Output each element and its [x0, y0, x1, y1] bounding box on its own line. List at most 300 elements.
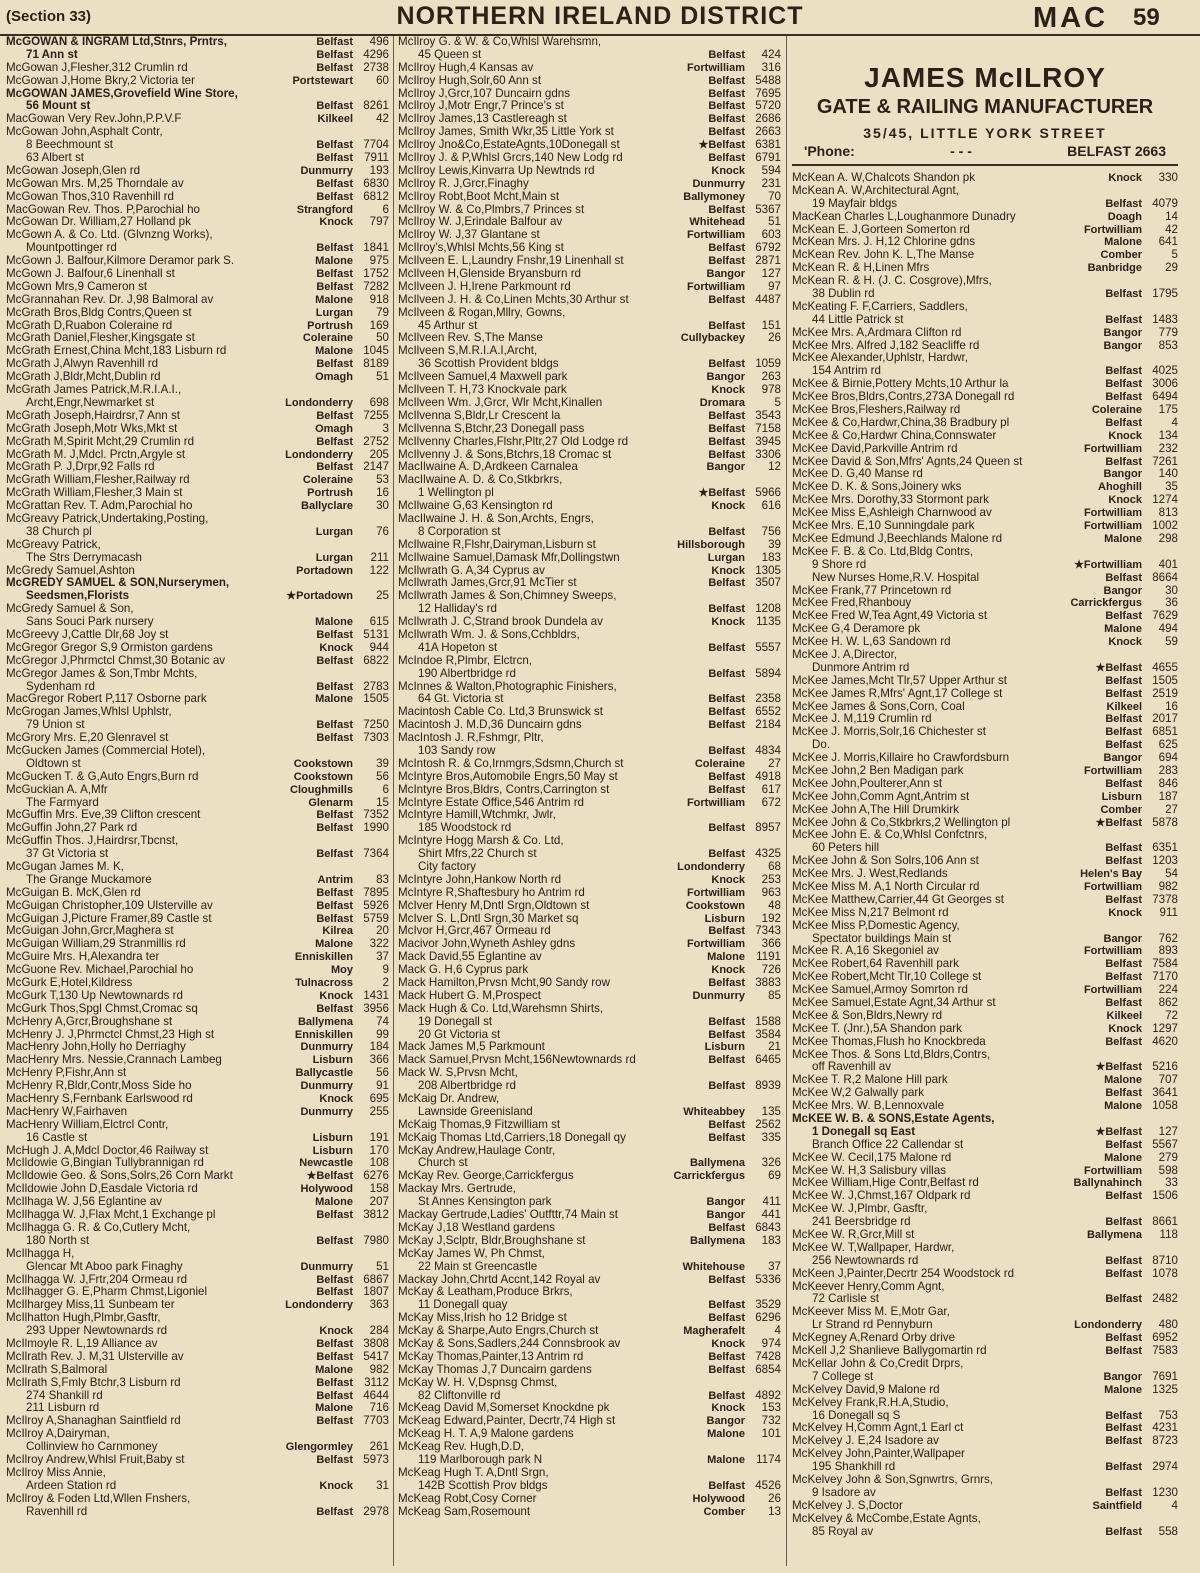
- entry-name: 64 Gt. Victoria st: [418, 693, 504, 706]
- directory-entry: [398, 565, 781, 578]
- entry-phone-number: 1174: [756, 1452, 781, 1466]
- entry-phone-number: 135: [761, 1104, 781, 1118]
- directory-entry: [6, 165, 389, 178]
- entry-phone-number: 69: [768, 1169, 781, 1183]
- entry-name: 103 Sandy row: [418, 744, 496, 757]
- directory-entry: [6, 500, 389, 513]
- directory-entry: [6, 977, 389, 990]
- entry-name: McIlmoyle R. L,19 Alliance av: [6, 1337, 158, 1350]
- directory-entry: [6, 1312, 389, 1325]
- entry-exchange: Malone: [315, 293, 353, 306]
- entry-name: McKee John E. & Co,Whlsl Confctnrs,: [792, 829, 988, 842]
- entry-exchange: Dunmurry: [300, 1041, 353, 1054]
- directory-entry: [6, 1209, 389, 1222]
- entry-exchange: Belfast: [708, 822, 745, 835]
- entry-exchange: Belfast: [316, 899, 353, 912]
- entry-name: McIlhagga G. R. & Co,Cutlery Mcht,: [6, 1221, 191, 1234]
- entry-phone-number: 97: [768, 279, 781, 293]
- entry-phone-number: 9: [382, 963, 389, 977]
- entry-phone-number: 7695: [755, 86, 781, 100]
- entry-phone-number: 283: [1158, 763, 1178, 777]
- entry-name: McKee John & Co,Stkbrkrs,2 Wellington pl: [792, 816, 1011, 829]
- entry-phone-number: 1230: [1152, 1485, 1178, 1499]
- entry-phone-number: 27: [768, 756, 781, 770]
- entry-name: McKeag Hugh T. A,Dntl Srgn,: [398, 1466, 549, 1479]
- advert-phone-number: BELFAST 2663: [1067, 143, 1166, 159]
- directory-entry: [398, 1222, 781, 1235]
- entry-exchange: Fortwilliam: [1083, 520, 1142, 533]
- entry-name: 7 College st: [812, 1370, 874, 1383]
- entry-name: McGredy Samuel & Son,: [6, 603, 134, 616]
- entry-name: McGurk T,130 Up Newtownards rd: [6, 989, 183, 1002]
- directory-entry: [6, 913, 389, 926]
- entry-exchange: Belfast: [1105, 1267, 1142, 1280]
- directory-entry: [398, 1054, 781, 1067]
- directory-entry: [6, 1119, 389, 1132]
- entry-name: McHenry A,Grcr,Broughshane st: [6, 1015, 173, 1028]
- directory-entry: [792, 288, 1178, 301]
- entry-name: 16 Castle st: [26, 1131, 88, 1144]
- entry-exchange: Malone: [1104, 1151, 1142, 1164]
- entry-phone-number: 42: [376, 112, 389, 126]
- directory-entry: [398, 474, 781, 487]
- entry-name: 12 Halliday's rd: [418, 603, 497, 616]
- entry-exchange: Knock: [711, 873, 745, 886]
- entry-exchange: Omagh: [315, 371, 353, 384]
- directory-entry: [398, 1274, 781, 1287]
- entry-exchange: Ballyclare: [301, 500, 353, 513]
- entry-name: MacKean Charles L,Loughanmore Dunadry: [792, 210, 1016, 223]
- entry-exchange: Belfast: [708, 113, 745, 126]
- directory-entry: [398, 255, 781, 268]
- directory-entry: [6, 938, 389, 951]
- directory-entry: [398, 539, 781, 552]
- entry-phone-number: 101: [761, 1427, 781, 1441]
- entry-name: McGrath Daniel,Flesher,Kingsgate st: [6, 332, 195, 345]
- entry-name: McKay Rev. George,Carrickfergus: [398, 1170, 574, 1183]
- entry-phone-number: 1990: [363, 821, 389, 835]
- directory-entry: [398, 487, 781, 500]
- entry-exchange: Fortwilliam: [686, 61, 745, 74]
- entry-exchange: Belfast: [1105, 1332, 1142, 1345]
- entry-phone-number: 1807: [363, 1285, 389, 1299]
- entry-exchange: Belfast: [1105, 1035, 1142, 1048]
- entry-name: Shirt Mfrs,22 Church st: [418, 848, 537, 861]
- directory-entry: [792, 559, 1178, 572]
- entry-phone-number: 16: [1165, 699, 1178, 713]
- entry-exchange: Belfast: [1105, 1190, 1142, 1203]
- directory-entry: [398, 307, 781, 320]
- directory-entry: [398, 655, 781, 668]
- entry-phone-number: 50: [376, 331, 389, 345]
- entry-phone-number: 7583: [1152, 1344, 1178, 1358]
- entry-name: McIntosh R. & Co,Irnmgrs,Sdsmn,Church st: [398, 757, 624, 770]
- entry-exchange: Belfast: [1105, 1435, 1142, 1448]
- entry-name: McKee W. Cecil,175 Malone rd: [792, 1151, 952, 1164]
- entry-phone-number: 2: [382, 976, 389, 990]
- entry-exchange: Ballymena: [1086, 1229, 1142, 1242]
- directory-entry: [792, 920, 1178, 933]
- entry-name: McKeen J,Painter,Decrtr 254 Woodstock rd: [792, 1267, 1015, 1280]
- entry-name: McKEE W. B. & SONS,Estate Agents,: [792, 1113, 995, 1126]
- directory-entry: [398, 1480, 781, 1493]
- entry-exchange: Malone: [315, 345, 353, 358]
- entry-name: McGrath William,Flesher,3 Main st: [6, 487, 183, 500]
- directory-entry: [792, 1513, 1178, 1526]
- entry-exchange: Belfast: [316, 732, 353, 745]
- entry-name: McGurk E,Hotel,Kildress: [6, 977, 133, 990]
- entry-name: McIlveen J. H,Irene Parkmount rd: [398, 280, 571, 293]
- entry-name: McIlwrath James,Grcr,91 McTier st: [398, 577, 577, 590]
- entry-exchange: Fortwilliam: [1083, 880, 1142, 893]
- entry-name: McKee David,Parkville Antrim rd: [792, 442, 958, 455]
- entry-phone-number: 2738: [363, 60, 389, 74]
- directory-entry: [792, 1371, 1178, 1384]
- entry-exchange: Newcastle: [299, 1157, 353, 1170]
- entry-exchange: Belfast: [316, 1002, 353, 1015]
- entry-name: McIlroy W. & Co,Plmbrs,7 Princes st: [398, 203, 585, 216]
- directory-entry: [398, 268, 781, 281]
- entry-exchange: Belfast: [708, 770, 745, 783]
- directory-entry: [6, 88, 389, 101]
- entry-phone-number: 6552: [755, 705, 781, 719]
- entry-exchange: Belfast: [708, 1389, 745, 1402]
- directory-entry: [398, 706, 781, 719]
- entry-exchange: Ballynahinch: [1073, 1177, 1142, 1190]
- entry-name: MacGowan Very Rev.John,P.P.V.F: [6, 113, 182, 126]
- entry-phone-number: 1505: [363, 692, 389, 706]
- entry-phone-number: 14: [1165, 209, 1178, 223]
- entry-exchange: Belfast: [1105, 726, 1142, 739]
- entry-phone-number: 7303: [363, 731, 389, 745]
- entry-exchange: Belfast: [708, 1015, 745, 1028]
- entry-exchange: Belfast: [708, 100, 745, 113]
- directory-entry: [792, 249, 1178, 262]
- entry-phone-number: 127: [1158, 1124, 1178, 1138]
- entry-phone-number: 918: [369, 292, 389, 306]
- entry-phone-number: 779: [1158, 325, 1178, 339]
- entry-exchange: Whitehead: [689, 216, 745, 229]
- entry-name: McKay W. H. V,Dspnsg Chmst,: [398, 1376, 558, 1389]
- entry-name: McIlrath S,Balmoral: [6, 1363, 108, 1376]
- entry-name: McGuone Rev. Michael,Parochial ho: [6, 964, 194, 977]
- directory-entry: [398, 629, 781, 642]
- entry-exchange: Belfast: [316, 268, 353, 281]
- entry-exchange: Belfast: [708, 1479, 745, 1492]
- entry-exchange: Portstewart: [292, 74, 353, 87]
- entry-phone-number: 8664: [1152, 570, 1178, 584]
- directory-column-1: [6, 36, 389, 1566]
- entry-name: McKaig Thomas Ltd,Carriers,18 Donegall qy: [398, 1131, 626, 1144]
- directory-entry: [792, 984, 1178, 997]
- entry-exchange: Belfast: [1105, 855, 1142, 868]
- entry-name: McKay J,18 Westland gardens: [398, 1221, 556, 1234]
- entry-exchange: Londonderry: [285, 448, 353, 461]
- directory-entry: [398, 1145, 781, 1158]
- entry-phone-number: 5488: [755, 73, 781, 87]
- entry-name: McGreavy Patrick,Undertaking,Posting,: [6, 512, 209, 525]
- entry-phone-number: 48: [768, 898, 781, 912]
- entry-name: McKelvey David,9 Malone rd: [792, 1383, 940, 1396]
- entry-name: 142B Scottish Prov bldgs: [418, 1479, 548, 1492]
- entry-phone-number: 15: [376, 795, 389, 809]
- entry-phone-number: 1135: [756, 615, 781, 629]
- directory-entry: [792, 211, 1178, 224]
- entry-name: McIlroy R. J,Grcr,Finaghy: [398, 177, 529, 190]
- entry-exchange: Malone: [315, 693, 353, 706]
- entry-exchange: Lisburn: [704, 1041, 745, 1054]
- directory-entry: [398, 1003, 781, 1016]
- entry-name: McKeever Henry,Comm Agnt,: [792, 1280, 945, 1293]
- entry-exchange: Bangor: [1103, 752, 1142, 765]
- entry-name: McHenry P,Fishr,Ann st: [6, 1067, 127, 1080]
- directory-entry: [6, 100, 389, 113]
- directory-entry: [792, 829, 1178, 842]
- entry-exchange: Belfast: [1105, 687, 1142, 700]
- entry-name: McKeating F. F,Carriers, Saddlers,: [792, 300, 968, 313]
- entry-exchange: Belfast: [1105, 842, 1142, 855]
- directory-entry: [792, 701, 1178, 714]
- entry-exchange: Bangor: [706, 1196, 745, 1209]
- directory-entry: [792, 391, 1178, 404]
- entry-name: McKee John,2 Ben Madigan park: [792, 764, 964, 777]
- entry-name: 79 Union st: [26, 719, 85, 732]
- entry-phone-number: 8939: [755, 1079, 781, 1093]
- entry-name: McGucken T. & G,Auto Engrs,Burn rd: [6, 770, 199, 783]
- entry-name: McKee R. A,16 Skegoniel av: [792, 945, 939, 958]
- directory-entry: [6, 320, 389, 333]
- directory-entry: [792, 443, 1178, 456]
- entry-name: McInnes & Walton,Photographic Finishers,: [398, 680, 617, 693]
- entry-exchange: Belfast: [708, 435, 745, 448]
- entry-name: 9 Shore rd: [812, 558, 867, 571]
- entry-exchange: Belfast: [316, 1505, 353, 1518]
- entry-name: McKell J,2 Shanlieve Ballygomartin rd: [792, 1345, 987, 1358]
- entry-name: McGuffin Thos. J,Hairdrsr,Tbcnst,: [6, 835, 179, 848]
- entry-phone-number: 5973: [363, 1452, 389, 1466]
- entry-phone-number: 641: [1158, 235, 1178, 249]
- directory-entry: [792, 1410, 1178, 1423]
- entry-phone-number: 326: [761, 1156, 781, 1170]
- entry-exchange: Malone: [1104, 236, 1142, 249]
- advert-phone: [792, 143, 1178, 159]
- entry-name: McGown A. & Co. Ltd. (Glvnzng Works),: [6, 229, 213, 242]
- entry-name: 274 Shankill rd: [26, 1389, 103, 1402]
- entry-exchange: Belfast: [708, 603, 745, 616]
- directory-entry: [792, 520, 1178, 533]
- entry-name: McKee Bros,Bldrs,Contrs,273A Donegall rd: [792, 391, 1015, 404]
- entry-phone-number: 6867: [363, 1272, 389, 1286]
- entry-exchange: Londonderry: [285, 1299, 353, 1312]
- entry-exchange: Kilkeel: [1106, 1009, 1142, 1022]
- directory-entry: [792, 1448, 1178, 1461]
- entry-name: McKean R. & H,Linen Mfrs: [792, 262, 930, 275]
- directory-entry: [6, 49, 389, 62]
- entry-name: McKeag H. T. A,9 Malone gardens: [398, 1428, 574, 1441]
- directory-entry: [6, 1016, 389, 1029]
- entry-phone-number: 21: [768, 1040, 781, 1054]
- directory-entry: [398, 848, 781, 861]
- entry-exchange: Belfast: [316, 1350, 353, 1363]
- entry-exchange: Bangor: [1103, 468, 1142, 481]
- directory-entry: [792, 868, 1178, 881]
- entry-exchange: Bangor: [706, 268, 745, 281]
- entry-name: McKay & Sons,Sadlers,244 Connsbrook av: [398, 1337, 621, 1350]
- entry-exchange: Fortwilliam: [686, 886, 745, 899]
- directory-entry: [6, 887, 389, 900]
- entry-exchange: Malone: [1104, 1100, 1142, 1113]
- entry-name: Oldtown st: [26, 757, 81, 770]
- entry-name: 180 North st: [26, 1234, 90, 1247]
- entry-phone-number: 853: [1158, 338, 1178, 352]
- entry-name: McGregor James & Son,Tmbr Mchts,: [6, 667, 198, 680]
- entry-exchange: Belfast: [316, 1337, 353, 1350]
- entry-phone-number: 2358: [755, 692, 781, 706]
- directory-entry: [398, 294, 781, 307]
- entry-name: 85 Royal av: [812, 1525, 874, 1538]
- directory-entry: [6, 809, 389, 822]
- column-divider: [393, 36, 394, 1566]
- directory-entry: [398, 1325, 781, 1338]
- entry-name: MacIntosh J. R,Fshmgr, Pltr,: [398, 732, 544, 745]
- entry-name: 71 Ann st: [26, 48, 78, 61]
- directory-entry: [398, 577, 781, 590]
- entry-exchange: Dunmurry: [692, 989, 745, 1002]
- entry-phone-number: 53: [376, 473, 389, 487]
- entry-name: McGregor Gregor S,9 Ormiston gardens: [6, 641, 213, 654]
- entry-exchange: Magherafelt: [683, 1325, 745, 1338]
- entry-exchange: ★Belfast: [1095, 1125, 1142, 1138]
- directory-entry: [398, 1454, 781, 1467]
- directory-entry: [6, 1390, 389, 1403]
- entry-name: McIldowie G,Bingian Tullybrannigan rd: [6, 1157, 204, 1170]
- directory-entry: [6, 474, 389, 487]
- entry-name: McKelvey John & Son,Sgnwrtrs, Grnrs,: [792, 1473, 994, 1486]
- entry-name: McIlroy James,13 Castlereagh st: [398, 113, 567, 126]
- entry-phone-number: 56: [376, 1066, 389, 1080]
- entry-name: McKay & Sharpe,Auto Engrs,Church st: [398, 1325, 599, 1338]
- entry-name: McIlhatton Hugh,Plmbr,Gasftr,: [6, 1312, 161, 1325]
- directory-entry: [398, 1029, 781, 1042]
- directory-entry: [398, 552, 781, 565]
- directory-entry: [6, 1377, 389, 1390]
- entry-name: McIlhagga H,: [6, 1247, 75, 1260]
- entry-name: 293 Upper Newtownards rd: [26, 1325, 168, 1338]
- directory-entry: [398, 1016, 781, 1029]
- directory-entry: [6, 1402, 389, 1415]
- directory-entry: [792, 1268, 1178, 1281]
- entry-name: McGrath J,Alwyn Ravenhill rd: [6, 358, 159, 371]
- entry-phone-number: 1305: [755, 563, 781, 577]
- directory-entry: [792, 945, 1178, 958]
- directory-entry: [6, 1041, 389, 1054]
- entry-phone-number: 20: [376, 924, 389, 938]
- directory-entry: [6, 732, 389, 745]
- entry-name: MacIlwaine A. D. & Co,Stkbrkrs,: [398, 474, 563, 487]
- directory-entry: [6, 449, 389, 462]
- entry-exchange: Belfast: [708, 848, 745, 861]
- entry-phone-number: 726: [761, 963, 781, 977]
- entry-name: 56 Mount st: [26, 100, 91, 113]
- entry-name: McIvor H,Grcr,467 Ormeau rd: [398, 925, 551, 938]
- section-label: (Section 33): [6, 8, 92, 25]
- directory-entry: [792, 610, 1178, 623]
- entry-name: MacHenry W,Fairhaven: [6, 1105, 128, 1118]
- entry-name: McGucken James (Commercial Hotel),: [6, 744, 206, 757]
- entry-phone-number: 33: [1165, 1176, 1178, 1190]
- directory-entry: [792, 907, 1178, 920]
- directory-entry: [398, 345, 781, 358]
- entry-name: McKee J. Morris,Killaire ho Crawfordsburn: [792, 752, 1010, 765]
- entry-exchange: Belfast: [1105, 313, 1142, 326]
- directory-entry: [398, 990, 781, 1003]
- directory-entry: [6, 410, 389, 423]
- entry-phone-number: 1002: [1152, 519, 1178, 533]
- directory-entry: [398, 1261, 781, 1274]
- directory-entry: [6, 345, 389, 358]
- directory-entry: [792, 1216, 1178, 1229]
- entry-phone-number: 99: [376, 1027, 389, 1041]
- entry-name: Mountpottinger rd: [26, 242, 117, 255]
- entry-name: McKee Thomas,Flush ho Knockbreda: [792, 1035, 986, 1048]
- entry-name: McIlhagger G. E,Pharm Chmst,Ligoniel: [6, 1286, 208, 1299]
- directory-entry: [792, 1474, 1178, 1487]
- entry-exchange: Belfast: [1105, 365, 1142, 378]
- entry-exchange: Belfast: [1105, 197, 1142, 210]
- entry-exchange: Belfast: [1105, 1138, 1142, 1151]
- entry-phone-number: 963: [761, 885, 781, 899]
- entry-name: 72 Carlisle st: [812, 1293, 880, 1306]
- entry-name: McKee & Co,Hardwr,China,38 Bradbury pl: [792, 416, 1010, 429]
- entry-name: McKeever Miss M. E,Motr Gar,: [792, 1306, 950, 1319]
- entry-exchange: Belfast: [1105, 1254, 1142, 1267]
- entry-name: 195 Shankhill rd: [812, 1461, 896, 1474]
- directory-entry: [792, 1190, 1178, 1203]
- entry-name: McKee Frank,77 Princetown rd: [792, 584, 952, 597]
- entry-name: McKee John,Comm Agnt,Antrim st: [792, 790, 970, 803]
- directory-entry: [6, 139, 389, 152]
- entry-phone-number: 1506: [1152, 1189, 1178, 1203]
- entry-phone-number: 1203: [1152, 854, 1178, 868]
- entry-exchange: Belfast: [316, 1453, 353, 1466]
- directory-entry: [398, 693, 781, 706]
- directory-entry: [398, 1196, 781, 1209]
- entry-name: McIlroy Jno&Co,EstateAgnts,10Donegall st: [398, 139, 620, 152]
- entry-name: McGregor J,Phrmctcl Chmst,30 Botanic av: [6, 654, 226, 667]
- entry-name: The Strs Derrymacash: [26, 551, 142, 564]
- entry-phone-number: 5: [774, 395, 781, 409]
- entry-name: McIlwrath James & Son,Chimney Sweeps,: [398, 590, 617, 603]
- entry-name: McGuigan J,Picture Framer,89 Castle st: [6, 912, 212, 925]
- entry-exchange: Whiteabbey: [683, 1105, 745, 1118]
- entry-exchange: Lisburn: [1101, 790, 1142, 803]
- directory-entry: [792, 365, 1178, 378]
- entry-exchange: Belfast: [708, 1131, 745, 1144]
- entry-name: 38 Church pl: [26, 525, 92, 538]
- entry-name: MacIlwaine J. H. & Son,Archts, Engrs,: [398, 512, 594, 525]
- directory-entry: [398, 320, 781, 333]
- entry-exchange: Malone: [315, 938, 353, 951]
- entry-phone-number: 1045: [363, 344, 389, 358]
- directory-column-2: [398, 36, 781, 1566]
- entry-phone-number: 298: [1158, 531, 1178, 545]
- directory-entry: [398, 887, 781, 900]
- entry-name: McIntyre Bros,Automobile Engrs,50 May st: [398, 770, 618, 783]
- entry-name: 1 Wellington pl: [418, 487, 494, 500]
- directory-entry: [6, 1170, 389, 1183]
- entry-name: McIlroy W. J,Erindale Balfour av: [398, 216, 563, 229]
- entry-exchange: Portadown: [296, 564, 353, 577]
